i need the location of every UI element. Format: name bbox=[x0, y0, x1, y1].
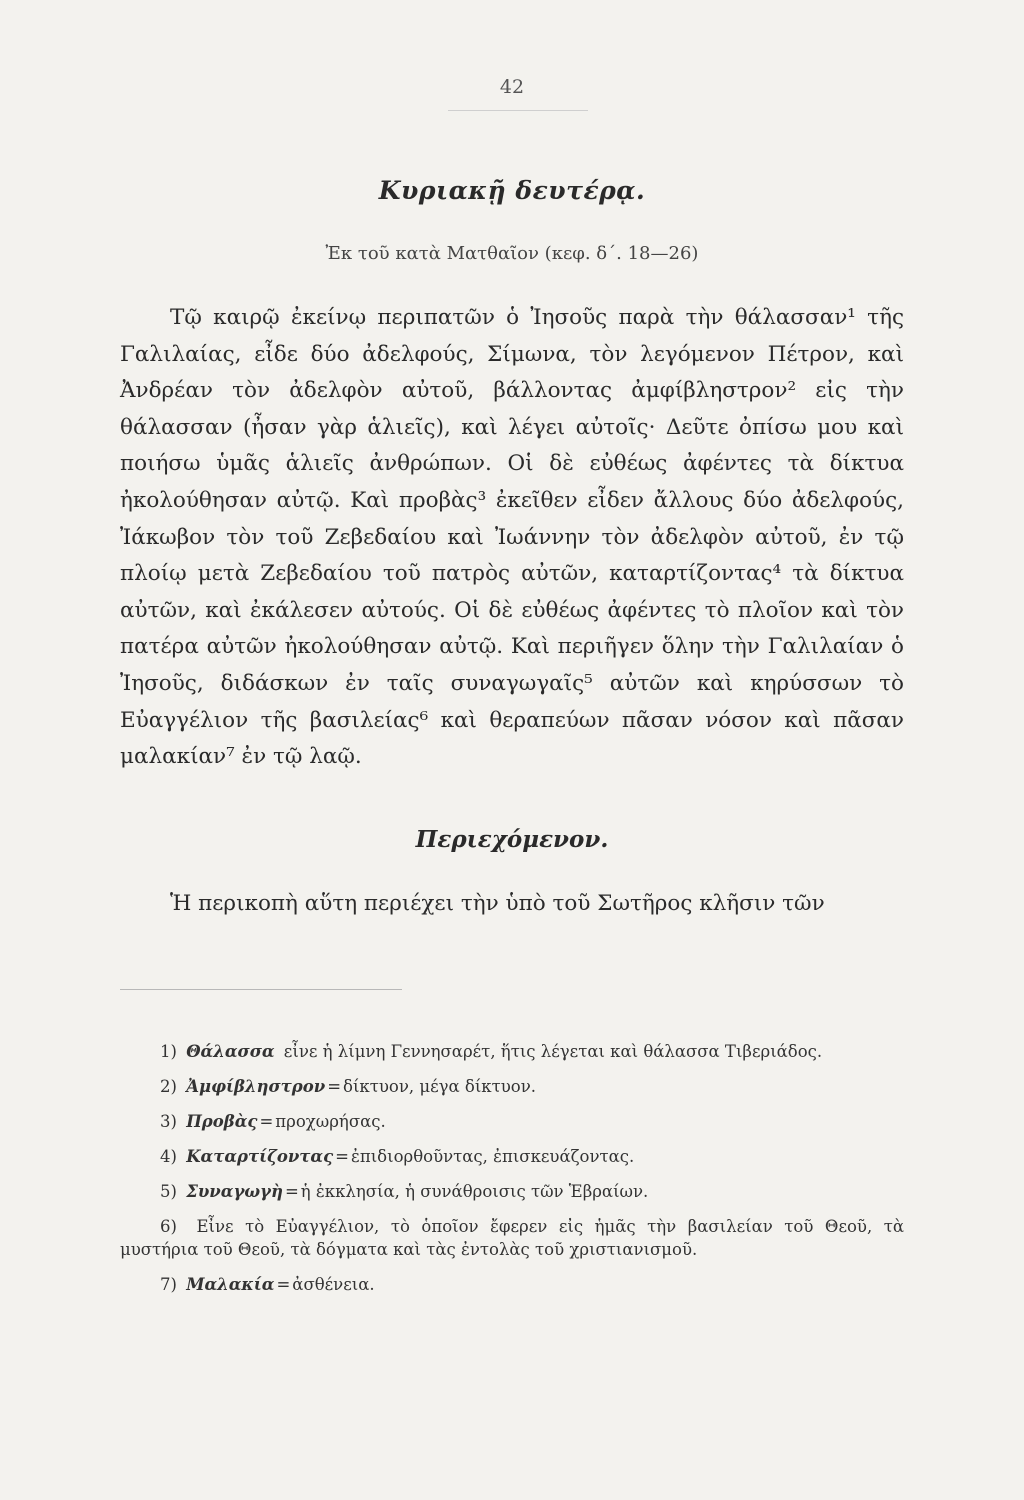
footnotes bbox=[120, 1040, 904, 1308]
footnote-term: Θάλασσα bbox=[186, 1042, 275, 1061]
footnote bbox=[120, 1145, 904, 1168]
footnote-text: ἀσθένεια. bbox=[292, 1275, 375, 1294]
footnote-separator: = bbox=[327, 1077, 342, 1096]
footnote-term: Συναγωγὴ bbox=[186, 1182, 283, 1201]
contents-passage bbox=[120, 886, 904, 922]
footnote bbox=[120, 1075, 904, 1098]
footnote-separator: = bbox=[284, 1182, 299, 1201]
footnote-term: Ἀμφίβληστρον bbox=[186, 1077, 326, 1096]
gospel-passage bbox=[120, 300, 904, 776]
footnote-text: δίκτυον, μέγα δίκτυον. bbox=[343, 1077, 536, 1096]
footnote-term: Μαλακία bbox=[186, 1275, 275, 1294]
scripture-reference: Ἐκ τοῦ κατὰ Ματθαῖον (κεφ. δ΄. 18—26) bbox=[325, 243, 699, 264]
footnote-separator: = bbox=[335, 1147, 349, 1166]
footnote-number: 5) bbox=[160, 1182, 177, 1201]
page-number: 42 bbox=[499, 76, 525, 98]
gospel-paragraph: Τῷ καιρῷ ἐκείνῳ περιπατῶν ὁ Ἰησοῦς παρὰ τὴν θάλασσαν¹ τῆς Γαλιλαίας, εἶδε δύο ἀδελφούς, Σίμωνα, τὸν λεγόμενον Πέτρον, καὶ Ἀνδρέαν τὸν ἀδελφὸν αὐτοῦ, βάλλοντας ἀμφίβληστρον² εἰς τὴν θάλασσαν (ἦσαν γὰρ ἁλιεῖς), καὶ λέγει αὐτοῖς· Δεῦτε ὀπίσω μου καὶ ποιήσω ὑμᾶς ἁλιεῖς ἀνθρώπων. Οἱ δὲ εὐθέως ἀφέντες τὰ δίκτυα ἠκολούθησαν αὐτῷ. Καὶ προβὰς³ ἐκεῖθεν εἶδεν ἄλλους δύο ἀδελφούς, Ἰάκωβον τὸν τοῦ Ζεβεδαίου καὶ Ἰωάννην τὸν ἀδελφὸν αὐτοῦ, ἐν τῷ πλοίῳ μετὰ Ζεβεδαίου τοῦ πατρὸς αὐτῶν, καταρτίζοντας⁴ τὰ δίκτυα αὐτῶν, καὶ ἐκάλεσεν αὐτούς. Οἱ δὲ εὐθέως ἀφέντες τὸ πλοῖον καὶ τὸν πατέρα αὐτῶν ἠκολούθησαν αὐτῷ. Καὶ περιῆγεν ὅλην τὴν Γαλιλαίαν ὁ Ἰησοῦς, διδάσκων ἐν ταῖς συναγωγαῖς⁵ αὐτῶν καὶ κηρύσσων τὸ Εὐαγγέλιον τῆς βασιλείας⁶ καὶ θεραπεύων πᾶσαν νόσον καὶ πᾶσαν μαλακίαν⁷ ἐν τῷ λαῷ. bbox=[120, 305, 904, 770]
footnote-number: 4) bbox=[160, 1147, 177, 1166]
footnote-text: ἡ ἐκκλησία, ἡ συνάθροισις τῶν Ἑβραίων. bbox=[300, 1182, 649, 1201]
footnote-separator: = bbox=[276, 1275, 291, 1294]
footnote bbox=[120, 1180, 904, 1203]
footnote-text: ἐπιδιορθοῦντας, ἐπισκευάζοντας. bbox=[351, 1147, 635, 1166]
footnote-number: 7) bbox=[160, 1275, 177, 1294]
footnote-text: Εἶνε τὸ Εὐαγγέλιον, τὸ ὁποῖον ἔφερεν εἰς ἡμᾶς τὴν βασιλείαν τοῦ Θεοῦ, τὰ μυστήρια τοῦ Θεοῦ, τὰ δόγματα καὶ τὰς ἐντολὰς τοῦ χριστιανισμοῦ. bbox=[120, 1217, 904, 1259]
footnote-number: 3) bbox=[160, 1112, 177, 1131]
footnote-text: εἶνε ἡ λίμνη Γεννησαρέτ, ἥτις λέγεται καὶ θάλασσα Τιβεριάδος. bbox=[278, 1042, 823, 1061]
footnote bbox=[120, 1040, 904, 1063]
footnote bbox=[120, 1215, 904, 1261]
footnote bbox=[120, 1110, 904, 1133]
contents-paragraph: Ἡ περικοπὴ αὕτη περιέχει τὴν ὑπὸ τοῦ Σωτῆρος κλῆσιν τῶν bbox=[170, 891, 825, 916]
footnote bbox=[120, 1273, 904, 1296]
footnote-separator: = bbox=[259, 1112, 274, 1131]
footnote-number: 1) bbox=[160, 1042, 177, 1061]
page-number-rule bbox=[448, 110, 588, 111]
footnote-term: Προβὰς bbox=[186, 1112, 258, 1131]
page-title: Κυριακῇ δευτέρᾳ. bbox=[378, 176, 646, 205]
section-heading: Περιεχόμενον. bbox=[415, 826, 609, 853]
footnote-text: προχωρήσας. bbox=[275, 1112, 386, 1131]
footnote-number: 6) bbox=[160, 1217, 177, 1236]
footnote-number: 2) bbox=[160, 1077, 177, 1096]
footnote-term: Καταρτίζοντας bbox=[186, 1147, 334, 1166]
footnote-divider bbox=[120, 989, 402, 990]
